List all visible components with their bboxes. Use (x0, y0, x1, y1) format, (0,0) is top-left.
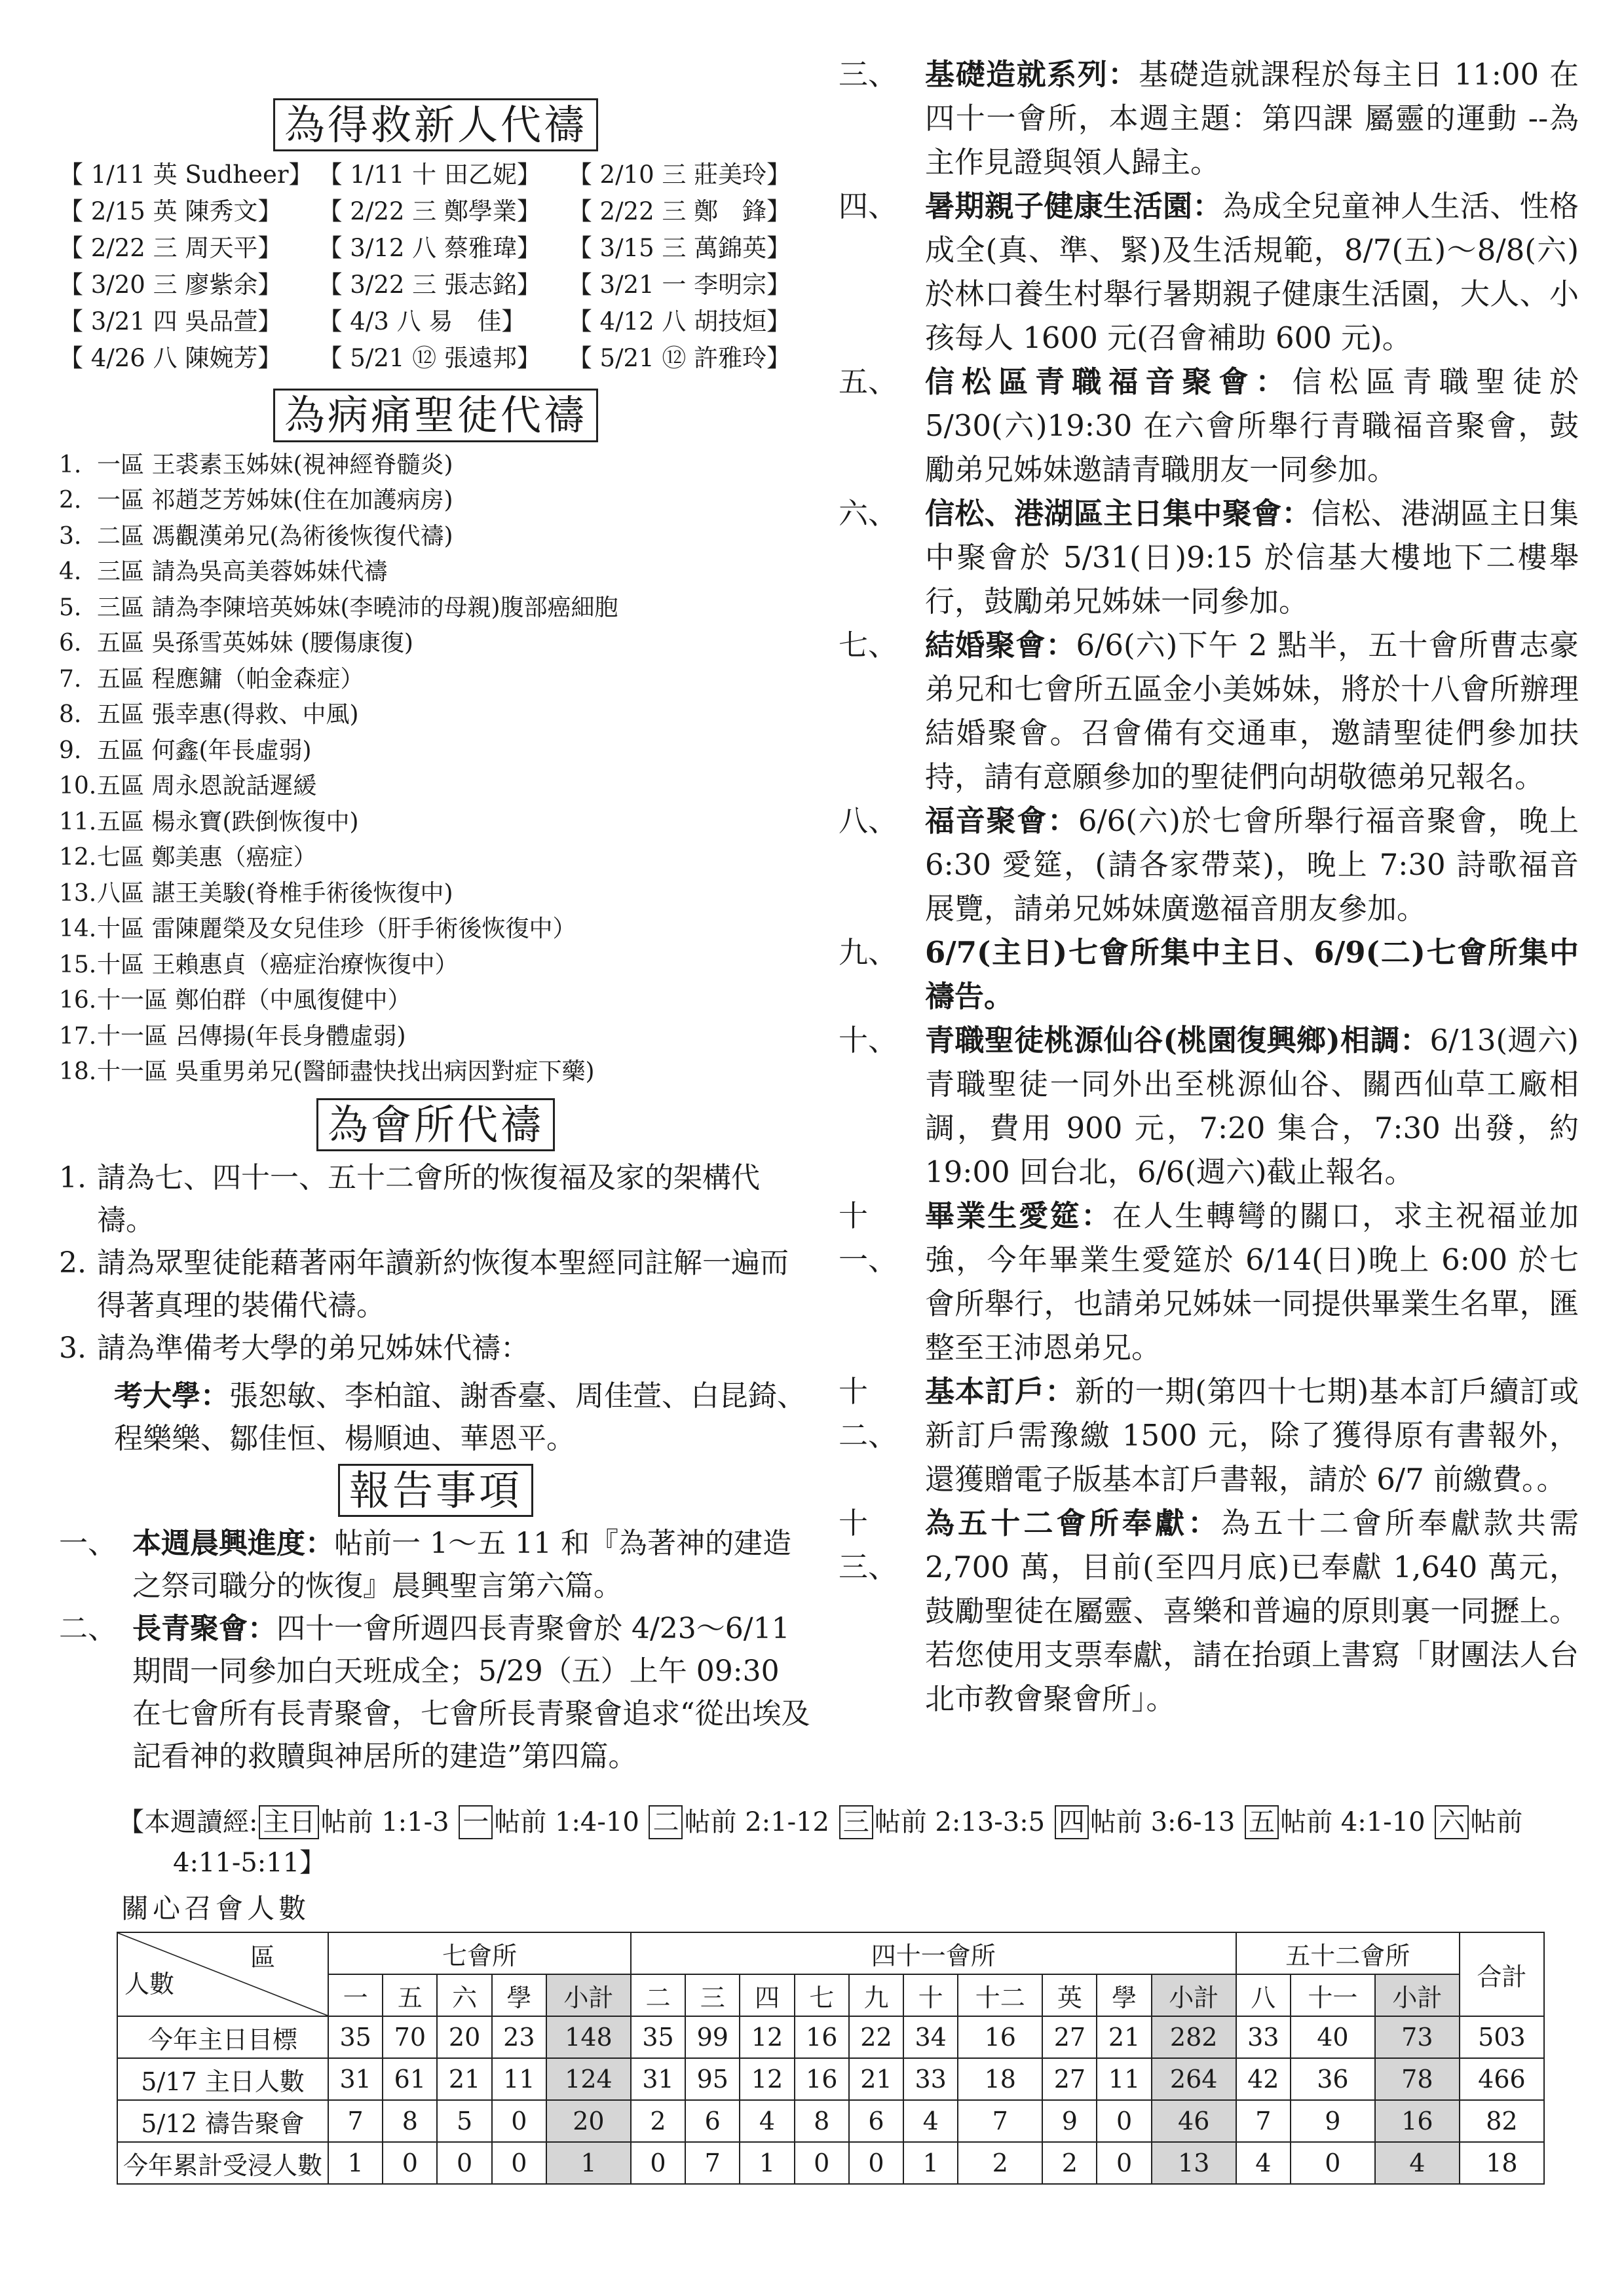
report-number: 七、 (839, 628, 898, 662)
new-believer-entry: 【 1/11 十 田乙妮】 (318, 161, 541, 189)
report-text (925, 930, 1579, 1018)
group-header: 七會所 (328, 1932, 631, 1974)
sick-saint-item (59, 483, 812, 519)
table-cell: 9 (1042, 2100, 1097, 2142)
item-text: 七區 鄭美惠（癌症） (97, 844, 317, 871)
table-cell: 7 (958, 2100, 1042, 2142)
right-column (839, 52, 1579, 1721)
report-item (839, 184, 1579, 360)
sick-saint-item (59, 1019, 812, 1055)
report-body: 四十一會所週四長青聚會於 4/23～6/11 期間一同參加白天班成全；5/29（五）上午 09:30 在七會所有長青聚會，七會所長青聚會追求“從出埃及記看神的救贖與神居所的建造”第四篇。 (132, 1612, 810, 1774)
table-cell: 16 (958, 2016, 1042, 2058)
sick-saint-item (59, 911, 812, 947)
reading-ref: 帖前 1:1-3 (320, 1807, 458, 1837)
new-believer-entry: 【 2/22 三 鄭學業】 (318, 197, 541, 226)
report-item (839, 52, 1579, 184)
table-cell: 78 (1375, 2058, 1460, 2100)
item-text: 十區 王賴惠貞（癌症治療恢復中） (97, 951, 459, 978)
report-text (925, 52, 1579, 184)
table-row (117, 2016, 1544, 2058)
reports-left-list (59, 1522, 812, 1778)
column-header: 七 (795, 1974, 849, 2016)
report-text (925, 623, 1579, 799)
column-header: 六 (437, 1974, 491, 2016)
weekly-reading (118, 1802, 1559, 1883)
report-heading: 畢業生愛筵： (925, 1198, 1112, 1233)
report-heading: 結婚聚會： (925, 628, 1076, 662)
table-cell: 0 (437, 2142, 491, 2184)
report-body: 信松、港湖區主日集中聚會於 5/31(日)9:15 於信基大樓地下二樓舉行，鼓勵弟兄姊妹一同參加。 (925, 496, 1579, 619)
report-number: 三、 (839, 57, 898, 92)
new-believers-list (59, 157, 812, 377)
table-cell: 36 (1291, 2058, 1375, 2100)
table-cell: 12 (740, 2058, 794, 2100)
item-number: 9. (59, 737, 82, 764)
report-item (59, 1607, 812, 1778)
new-believer-entry: 【 2/22 三 鄭 鋒】 (567, 197, 791, 226)
column-header: 八 (1236, 1974, 1291, 2016)
table-cell: 4 (740, 2100, 794, 2142)
sick-saint-item (59, 626, 812, 662)
item-number: 13. (59, 879, 97, 907)
item-number: 1. (59, 1160, 86, 1195)
reading-ref: 帖前 4:1-10 (1280, 1807, 1434, 1837)
table-cell: 40 (1291, 2016, 1375, 2058)
report-item (839, 491, 1579, 623)
item-number: 15. (59, 951, 97, 978)
new-believer-entry: 【 3/21 一 李明宗】 (567, 271, 791, 299)
report-text (132, 1522, 812, 1607)
sick-saint-item (59, 697, 812, 733)
report-text (925, 360, 1579, 491)
table-cell: 264 (1152, 2058, 1236, 2100)
report-text (925, 184, 1579, 360)
item-number: 8. (59, 701, 82, 729)
table-cell: 282 (1152, 2016, 1236, 2058)
item-text: 十一區 吳重男弟兄(醫師盡快找出病因對症下藥) (97, 1058, 595, 1086)
column-header: 三 (685, 1974, 740, 2016)
report-body: 帖前一 1～五 11 和『為著神的建造之祭司職分的恢復』晨興聖言第六篇。 (132, 1527, 791, 1603)
row-label: 今年主日目標 (117, 2016, 328, 2058)
table-cell: 22 (849, 2016, 903, 2058)
table-cell: 0 (1291, 2142, 1375, 2184)
item-text: 十一區 呂傳揚(年長身體虛弱) (97, 1022, 406, 1050)
sick-saint-item (59, 947, 812, 984)
attendance-table (117, 1932, 1545, 2185)
table-cell: 35 (631, 2016, 685, 2058)
table-cell: 8 (383, 2100, 437, 2142)
report-heading: 信松區青職福音聚會： (925, 364, 1293, 399)
item-number: 16. (59, 987, 97, 1014)
report-body: 為五十二會所奉獻款共需 2,700 萬，目前(至四月底)已奉獻 1,640 萬元，鼓勵聖徒在屬靈、喜樂和普遍的原則裏一同攊上。若您使用支票奉獻，請在抬頭上書寫「財團法人台北市教會聚會所」。 (925, 1506, 1579, 1716)
table-cell: 13 (1152, 2142, 1236, 2184)
sick-saint-item (59, 590, 812, 626)
item-number: 3. (59, 522, 82, 550)
item-number: 1. (59, 451, 82, 478)
hall-prayer-item (59, 1157, 812, 1242)
report-item (839, 930, 1579, 1018)
item-text: 五區 楊永寶(跌倒恢復中) (97, 808, 359, 835)
reading-day: 三 (839, 1805, 873, 1839)
sick-saint-item (59, 876, 812, 912)
table-cell: 21 (1097, 2016, 1151, 2058)
table-cell: 33 (903, 2058, 958, 2100)
report-number: 十、 (839, 1023, 898, 1058)
item-number: 18. (59, 1058, 97, 1086)
new-believer-entry: 【 2/10 三 莊美玲】 (567, 161, 791, 189)
row-label: 今年累計受浸人數 (117, 2142, 328, 2184)
reading-day: 六 (1435, 1805, 1469, 1839)
report-number: 十二、 (839, 1374, 898, 1453)
item-text: 請為眾聖徒能藉著兩年讀新約恢復本聖經同註解一遍而得著真理的裝備代禱。 (97, 1246, 789, 1322)
reading-ref: 帖前 1:4-10 (494, 1807, 648, 1837)
table-cell: 31 (328, 2058, 383, 2100)
table-cell: 33 (1236, 2016, 1291, 2058)
hall-prayer-title: 為會所代禱 (59, 1098, 812, 1151)
sick-saints-list (59, 448, 812, 1090)
report-item (839, 1018, 1579, 1194)
item-number: 4. (59, 558, 82, 586)
table-cell: 11 (1097, 2058, 1151, 2100)
reading-ref: 帖前 2:13-3:5 (874, 1807, 1053, 1837)
report-item (839, 1501, 1579, 1721)
hall-prayer-item (59, 1242, 812, 1327)
item-text: 三區 請為吳高美蓉姊妹代禱 (97, 558, 388, 586)
table-cell: 11 (492, 2058, 546, 2100)
table-cell: 148 (546, 2016, 631, 2058)
report-heading: 6/7(主日)七會所集中主日、6/9(二)七會所集中禱告。 (925, 935, 1579, 1014)
new-believer-entry: 【 1/11 英 Sudheer】 (59, 161, 313, 189)
report-body: 信松區青職聖徒於 5/30(六)19:30 在六會所舉行青職福音聚會，鼓勵弟兄姊妹邀請青職朋友一同參加。 (925, 364, 1579, 487)
report-text (925, 1194, 1579, 1369)
reading-prefix: 【本週讀經: (118, 1807, 258, 1837)
sick-saint-item (59, 662, 812, 698)
table-row (117, 2100, 1544, 2142)
table-cell: 0 (795, 2142, 849, 2184)
table-cell: 21 (849, 2058, 903, 2100)
item-text: 二區 馮觀漢弟兄(為術後恢復代禱) (97, 522, 453, 550)
new-believer-entry: 【 3/15 三 萬錦英】 (567, 234, 791, 263)
new-believer-entry: 【 4/12 八 胡技烜】 (567, 307, 791, 336)
table-row (117, 2058, 1544, 2100)
table-cell: 9 (1291, 2100, 1375, 2142)
table-cell: 27 (1042, 2016, 1097, 2058)
table-cell: 18 (958, 2058, 1042, 2100)
table-cell: 6 (849, 2100, 903, 2142)
report-heading: 基礎造就系列： (925, 57, 1139, 92)
item-number: 17. (59, 1022, 97, 1050)
report-heading: 本週晨興進度： (132, 1527, 334, 1561)
item-text: 五區 周永恩說話遲緩 (97, 773, 317, 800)
table-cell: 0 (383, 2142, 437, 2184)
table-cell: 7 (328, 2100, 383, 2142)
total-header: 合計 (1460, 1932, 1544, 2016)
reading-day: 主日 (259, 1805, 319, 1839)
report-text (925, 799, 1579, 930)
item-text: 五區 何鑫(年長虛弱) (97, 737, 312, 764)
attendance-title: 關心召會人數 (121, 1892, 311, 1924)
new-believer-entry: 【 2/15 英 陳秀文】 (59, 197, 282, 226)
report-item (839, 1194, 1579, 1369)
sick-saint-item (59, 983, 812, 1019)
table-cell: 5 (437, 2100, 491, 2142)
report-heading: 福音聚會： (925, 803, 1078, 838)
reading-ref: 帖前 2:1-12 (684, 1807, 838, 1837)
group-header: 五十二會所 (1236, 1932, 1460, 1974)
table-cell: 27 (1042, 2058, 1097, 2100)
report-body: 6/13(週六)青職聖徒一同外出至桃源仙谷、關西仙草工廠相調，費用 900 元，7:20 集合，7:30 出發，約 19:00 回台北，6/6(週六)截止報名。 (925, 1023, 1579, 1189)
table-cell: 61 (383, 2058, 437, 2100)
new-believer-entry: 【 5/21 ⑫ 張遠邦】 (318, 344, 541, 373)
report-number: 十三、 (839, 1506, 898, 1584)
item-number: 3. (59, 1331, 86, 1365)
table-cell: 42 (1236, 2058, 1291, 2100)
item-number: 12. (59, 844, 97, 871)
table-cell: 16 (1375, 2100, 1460, 2142)
left-column (59, 98, 812, 1778)
report-text (132, 1607, 812, 1778)
item-number: 2. (59, 1246, 86, 1280)
table-cell: 2 (1042, 2142, 1097, 2184)
column-header: 學 (1097, 1974, 1151, 2016)
sick-saint-item (59, 448, 812, 484)
table-cell: 99 (685, 2016, 740, 2058)
table-cell: 124 (546, 2058, 631, 2100)
table-cell: 2 (631, 2100, 685, 2142)
report-item (839, 799, 1579, 930)
item-text: 十一區 鄭伯群（中風復健中） (97, 987, 411, 1014)
item-text: 五區 張幸惠(得救、中風) (97, 701, 359, 729)
table-cell: 7 (1236, 2100, 1291, 2142)
corner-top: 區 (250, 1943, 275, 1972)
report-body: 6/6(六)下午 2 點半，五十會所曹志豪弟兄和七會所五區金小美姊妹，將於十八會所辦理結婚聚會。召會備有交通車，邀請聖徒們參加扶持，請有意願參加的聖徒們向胡敬德弟兄報名。 (925, 628, 1579, 794)
item-number: 14. (59, 915, 97, 943)
item-text: 三區 請為李陳培英姊妹(李曉沛的母親)腹部癌細胞 (97, 594, 618, 621)
sick-saint-item (59, 840, 812, 876)
report-heading: 基本訂戶： (925, 1374, 1076, 1409)
corner-cell (117, 1932, 328, 2016)
report-heading: 青職聖徒桃源仙谷(桃園復興鄉)相調： (925, 1023, 1430, 1058)
reading-ref: 帖前 3:6-13 (1089, 1807, 1244, 1837)
column-header: 一 (328, 1974, 383, 2016)
new-believer-entry: 【 2/22 三 周天平】 (59, 234, 282, 263)
column-header: 小計 (1152, 1974, 1236, 2016)
item-text: 請為七、四十一、五十二會所的恢復福及家的架構代禱。 (97, 1160, 760, 1237)
table-cell: 73 (1375, 2016, 1460, 2058)
report-number: 六、 (839, 496, 898, 531)
report-number: 十一、 (839, 1198, 898, 1277)
item-number: 7. (59, 665, 82, 693)
table-cell: 1 (740, 2142, 794, 2184)
report-body: 新的一期(第四十七期)基本訂戶續訂或新訂戶需豫繳 1500 元，除了獲得原有書報外，還獲贈電子版基本訂戶書報，請於 6/7 前繳費。。 (925, 1374, 1579, 1497)
table-cell: 20 (546, 2100, 631, 2142)
table-cell: 7 (685, 2142, 740, 2184)
table-cell: 35 (328, 2016, 383, 2058)
report-heading: 為五十二會所奉獻： (925, 1506, 1221, 1540)
reports-title: 報告事項 (59, 1464, 812, 1517)
sick-saints-title: 為病痛聖徒代禱 (59, 389, 812, 442)
table-cell: 4 (1236, 2142, 1291, 2184)
table-cell: 4 (903, 2100, 958, 2142)
total-cell: 18 (1460, 2142, 1544, 2184)
item-number: 10. (59, 773, 97, 800)
report-body: 基礎造就課程於每主日 11:00 在四十一會所，本週主題：第四課 屬靈的運動 --為主作見證與領人歸主。 (925, 57, 1579, 180)
column-header: 學 (492, 1974, 546, 2016)
table-cell: 0 (492, 2100, 546, 2142)
report-text (925, 1501, 1579, 1721)
table-cell: 34 (903, 2016, 958, 2058)
table-cell: 0 (849, 2142, 903, 2184)
item-text: 五區 程應鏞（帕金森症） (97, 665, 364, 693)
report-number: 四、 (839, 189, 898, 223)
column-header: 小計 (1375, 1974, 1460, 2016)
table-cell: 23 (492, 2016, 546, 2058)
row-label: 5/17 主日人數 (117, 2058, 328, 2100)
report-number: 九、 (839, 935, 898, 970)
row-label: 5/12 禱告聚會 (117, 2100, 328, 2142)
reading-ref: 帖前 (1470, 1807, 1523, 1837)
table-cell: 12 (740, 2016, 794, 2058)
table-cell: 20 (437, 2016, 491, 2058)
table-cell: 6 (685, 2100, 740, 2142)
new-believer-entry: 【 3/12 八 蔡雅瑋】 (318, 234, 541, 263)
table-cell: 0 (631, 2142, 685, 2184)
new-believer-entry: 【 5/21 ⑫ 許雅玲】 (567, 344, 791, 373)
new-believer-entry: 【 3/21 四 吳品萱】 (59, 307, 282, 336)
group-header: 四十一會所 (631, 1932, 1236, 1974)
total-cell: 503 (1460, 2016, 1544, 2058)
column-header: 二 (631, 1974, 685, 2016)
table-row (117, 2142, 1544, 2184)
item-number: 2. (59, 487, 82, 514)
new-believers-title: 為得救新人代禱 (59, 98, 812, 151)
total-cell: 466 (1460, 2058, 1544, 2100)
table-cell: 0 (1097, 2142, 1151, 2184)
report-body: 在人生轉彎的關口，求主祝福並加強，今年畢業生愛筵於 6/14(日)晚上 6:00 於七會所舉行，也請弟兄姊妹一同提供畢業生名單，匯整至王沛恩弟兄。 (925, 1198, 1579, 1365)
report-number: 八、 (839, 803, 898, 838)
table-cell: 70 (383, 2016, 437, 2058)
total-cell: 82 (1460, 2100, 1544, 2142)
item-number: 6. (59, 630, 82, 657)
table-cell: 16 (795, 2016, 849, 2058)
reading-day: 二 (649, 1805, 683, 1839)
new-believer-entry: 【 3/20 三 廖紫余】 (59, 271, 282, 299)
reading-day: 五 (1245, 1805, 1279, 1839)
sick-saint-item (59, 1054, 812, 1090)
report-item (839, 623, 1579, 799)
table-cell: 31 (631, 2058, 685, 2100)
report-body: 6/6(六)於七會所舉行福音聚會，晚上 6:30 愛筵，(請各家帶菜)，晚上 7:30 詩歌福音展覽，請弟兄姊妹廣邀福音朋友參加。 (925, 803, 1579, 926)
item-text: 一區 王裘素玉姊妹(視神經脊髓炎) (97, 451, 453, 478)
column-header: 十 (903, 1974, 958, 2016)
report-item (839, 1369, 1579, 1501)
report-heading: 信松、港湖區主日集中聚會： (925, 496, 1312, 531)
corner-bottom: 人數 (124, 1970, 175, 1999)
item-number: 11. (59, 808, 97, 835)
item-text: 十區 雷陳麗榮及女兒佳珍（肝手術後恢復中） (97, 915, 576, 943)
table-cell: 95 (685, 2058, 740, 2100)
report-number: 二、 (59, 1612, 117, 1646)
column-header: 英 (1042, 1974, 1097, 2016)
report-number: 五、 (839, 364, 898, 399)
column-header: 十一 (1291, 1974, 1375, 2016)
reports-right-list (839, 52, 1579, 1721)
table-cell: 8 (795, 2100, 849, 2142)
column-header: 四 (740, 1974, 794, 2016)
new-believer-entry: 【 3/22 三 張志銘】 (318, 271, 541, 299)
column-header: 小計 (546, 1974, 631, 2016)
report-item (59, 1522, 812, 1607)
new-believer-entry: 【 4/26 八 陳婉芳】 (59, 344, 282, 373)
reading-day: 四 (1055, 1805, 1089, 1839)
reading-day: 一 (459, 1805, 493, 1839)
report-heading: 長青聚會： (132, 1612, 276, 1646)
table-cell: 4 (1375, 2142, 1460, 2184)
table-cell: 21 (437, 2058, 491, 2100)
item-text: 五區 吳孫雪英姊妹 (腰傷康復) (97, 630, 413, 657)
report-text (925, 1018, 1579, 1194)
new-believer-entry: 【 4/3 八 易 佳】 (318, 307, 526, 336)
column-header: 十二 (958, 1974, 1042, 2016)
report-item (839, 360, 1579, 491)
sick-saint-item (59, 805, 812, 841)
table-cell: 1 (546, 2142, 631, 2184)
report-heading: 暑期親子健康生活園： (925, 189, 1222, 223)
table-cell: 16 (795, 2058, 849, 2100)
table-cell: 0 (1097, 2100, 1151, 2142)
hall-prayer-list (59, 1157, 812, 1369)
report-text (925, 1369, 1579, 1501)
item-text: 八區 諶王美駿(脊椎手術後恢復中) (97, 879, 453, 907)
column-header: 九 (849, 1974, 903, 2016)
sick-saint-item (59, 733, 812, 769)
table-cell: 1 (903, 2142, 958, 2184)
exam-students: 考大學：張恕敏、李柏誼、謝香臺、周佳萱、白昆錡、程樂樂、鄒佳恒、楊順迪、華恩平。 (114, 1379, 806, 1455)
sick-saint-item (59, 554, 812, 590)
item-text: 請為準備考大學的弟兄姊妹代禱： (97, 1331, 529, 1365)
table-cell: 1 (328, 2142, 383, 2184)
table-cell: 0 (492, 2142, 546, 2184)
report-body: 為成全兒童神人生活、性格成全(真、準、緊)及生活規範，8/7(五)～8/8(六)於林口養生村舉行暑期親子健康生活園，大人、小孩每人 1600 元(召會補助 600 元)。 (925, 189, 1579, 355)
sick-saint-item (59, 519, 812, 555)
table-cell: 46 (1152, 2100, 1236, 2142)
hall-prayer-item (59, 1327, 812, 1369)
report-text (925, 491, 1579, 623)
reading-suffix: 4:11-5:11】 (173, 1848, 326, 1878)
item-number: 5. (59, 594, 82, 621)
column-header: 五 (383, 1974, 437, 2016)
report-number: 一、 (59, 1527, 117, 1561)
table-cell: 2 (958, 2142, 1042, 2184)
sick-saint-item (59, 769, 812, 805)
item-text: 一區 祁趙芝芳姊妹(住在加護病房) (97, 487, 453, 514)
